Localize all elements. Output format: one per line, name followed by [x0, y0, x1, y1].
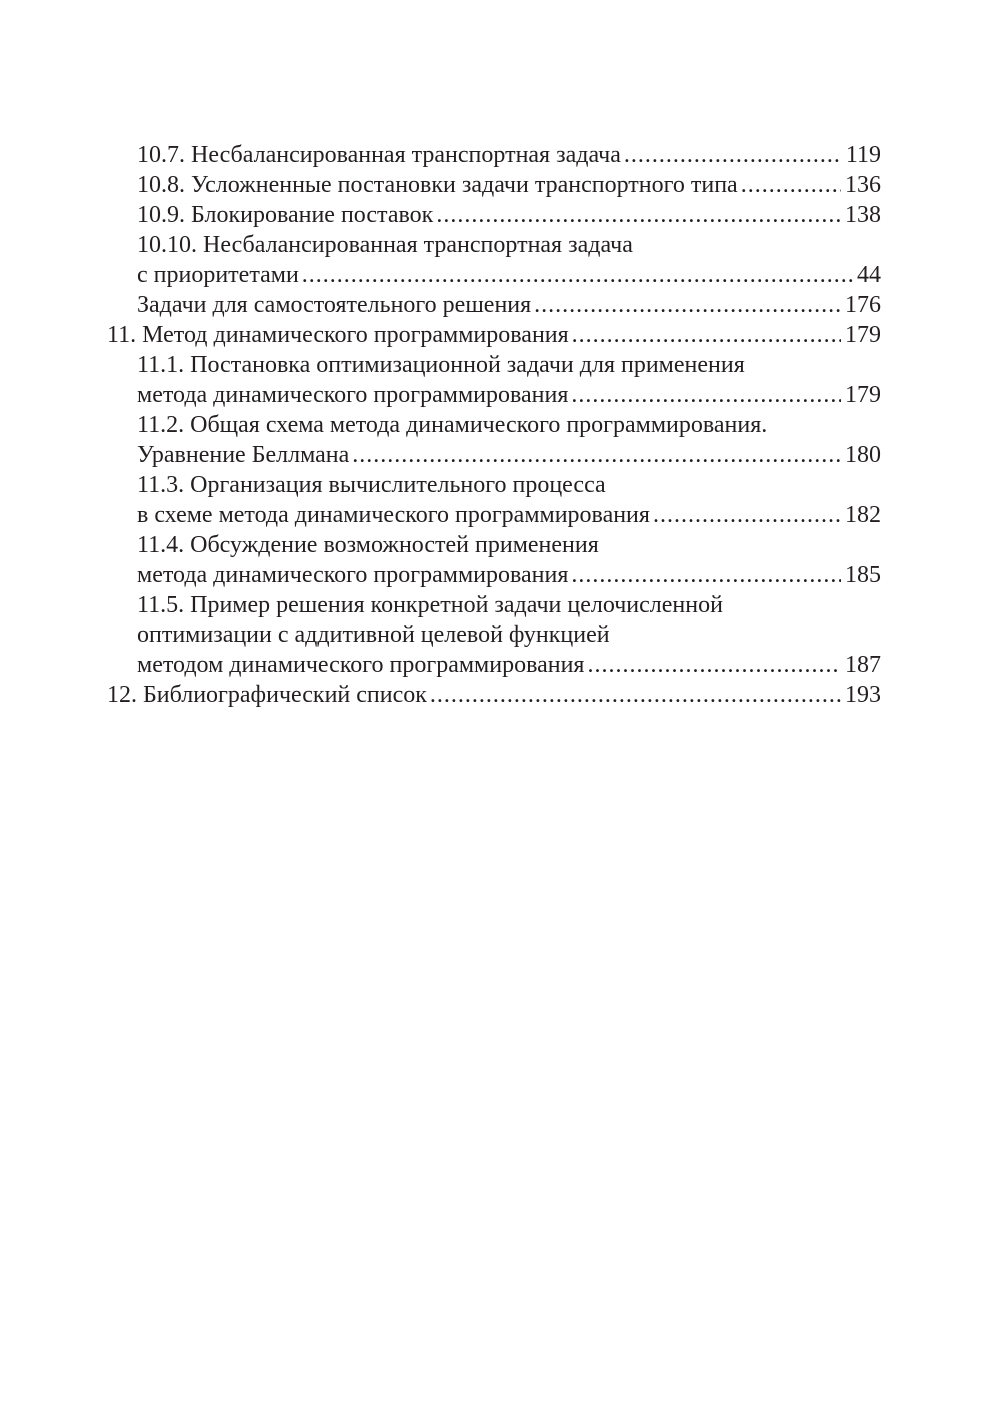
- toc-page-number: 193: [845, 682, 881, 708]
- toc-entry-line: [137, 650, 881, 680]
- toc-entry[interactable]: [107, 200, 881, 230]
- toc-page-number: 119: [845, 142, 881, 168]
- dot-leader: [352, 440, 841, 470]
- toc-entry-title: оптимизации с аддитивной целевой функцией: [137, 622, 610, 648]
- toc-page-number: 179: [845, 322, 881, 348]
- toc-entry-title: 12. Библиографический список: [107, 682, 427, 708]
- dot-leader: [430, 680, 841, 710]
- dot-leader: [624, 140, 842, 170]
- toc-entry[interactable]: [107, 350, 881, 410]
- dot-leader: [436, 200, 841, 230]
- toc-entry[interactable]: [107, 410, 881, 470]
- toc-entry-title: 10.10. Несбалансированная транспортная задача: [137, 232, 633, 258]
- toc-entry-line: [137, 560, 881, 590]
- toc-page-number: 138: [845, 202, 881, 228]
- toc-entry[interactable]: [107, 170, 881, 200]
- toc-entry-title: Уравнение Беллмана: [137, 442, 350, 468]
- toc-entry-line: [137, 140, 881, 170]
- toc-entry-title: 11. Метод динамического программирования: [107, 322, 569, 348]
- toc-page-number: 182: [845, 502, 881, 528]
- toc-page-number: 187: [845, 652, 881, 678]
- toc-entry-title: 11.1. Постановка оптимизационной задачи для применения: [137, 352, 745, 378]
- toc-entry-line: [137, 410, 881, 440]
- toc-entry-title: методом динамического программирования: [137, 652, 585, 678]
- toc-entry-line: [137, 590, 881, 620]
- table-of-contents: [107, 140, 881, 710]
- toc-entry-line: [137, 500, 881, 530]
- toc-entry-title: 11.2. Общая схема метода динамического программирования.: [137, 412, 768, 438]
- toc-entry-line: [137, 200, 881, 230]
- toc-entry[interactable]: [107, 470, 881, 530]
- toc-entry[interactable]: [107, 140, 881, 170]
- dot-leader: [587, 650, 841, 680]
- dot-leader: [534, 290, 841, 320]
- toc-entry-line: [107, 680, 881, 710]
- toc-entry-title: 11.5. Пример решения конкретной задачи целочисленной: [137, 592, 723, 618]
- toc-page-number: 44: [857, 262, 881, 288]
- toc-page-number: 176: [845, 292, 881, 318]
- dot-leader: [741, 170, 841, 200]
- toc-entry-line: [137, 350, 881, 380]
- dot-leader: [572, 320, 841, 350]
- dot-leader: [302, 260, 853, 290]
- toc-entry[interactable]: [107, 680, 881, 710]
- toc-page-number: 180: [845, 442, 881, 468]
- toc-entry-line: [137, 620, 881, 650]
- toc-entry[interactable]: [107, 530, 881, 590]
- toc-entry-title: метода динамического программирования: [137, 562, 569, 588]
- toc-entry[interactable]: [107, 590, 881, 680]
- toc-page-number: 136: [845, 172, 881, 198]
- toc-entry-title: в схеме метода динамического программирования: [137, 502, 650, 528]
- toc-entry-line: [137, 440, 881, 470]
- toc-entry[interactable]: [107, 290, 881, 320]
- toc-entry-line: [137, 380, 881, 410]
- toc-entry-title: 11.3. Организация вычислительного процесса: [137, 472, 606, 498]
- toc-entry-title: 11.4. Обсуждение возможностей применения: [137, 532, 599, 558]
- toc-entry-line: [137, 470, 881, 500]
- dot-leader: [571, 560, 841, 590]
- dot-leader: [653, 500, 841, 530]
- toc-entry-title: метода динамического программирования: [137, 382, 569, 408]
- toc-entry-line: [137, 170, 881, 200]
- toc-entry-line: [137, 290, 881, 320]
- toc-page-number: 185: [845, 562, 881, 588]
- toc-entry[interactable]: [107, 230, 881, 290]
- toc-page-number: 179: [845, 382, 881, 408]
- toc-entry-title: 10.7. Несбалансированная транспортная задача: [137, 142, 621, 168]
- toc-entry-line: [137, 260, 881, 290]
- toc-entry-line: [137, 230, 881, 260]
- dot-leader: [571, 380, 841, 410]
- toc-entry-line: [107, 320, 881, 350]
- toc-entry-title: Задачи для самостоятельного решения: [137, 292, 532, 318]
- toc-entry-title: с приоритетами: [137, 262, 299, 288]
- toc-entry-line: [137, 530, 881, 560]
- toc-entry-title: 10.9. Блокирование поставок: [137, 202, 434, 228]
- toc-entry-title: 10.8. Усложненные постановки задачи транспортного типа: [137, 172, 738, 198]
- toc-entry[interactable]: [107, 320, 881, 350]
